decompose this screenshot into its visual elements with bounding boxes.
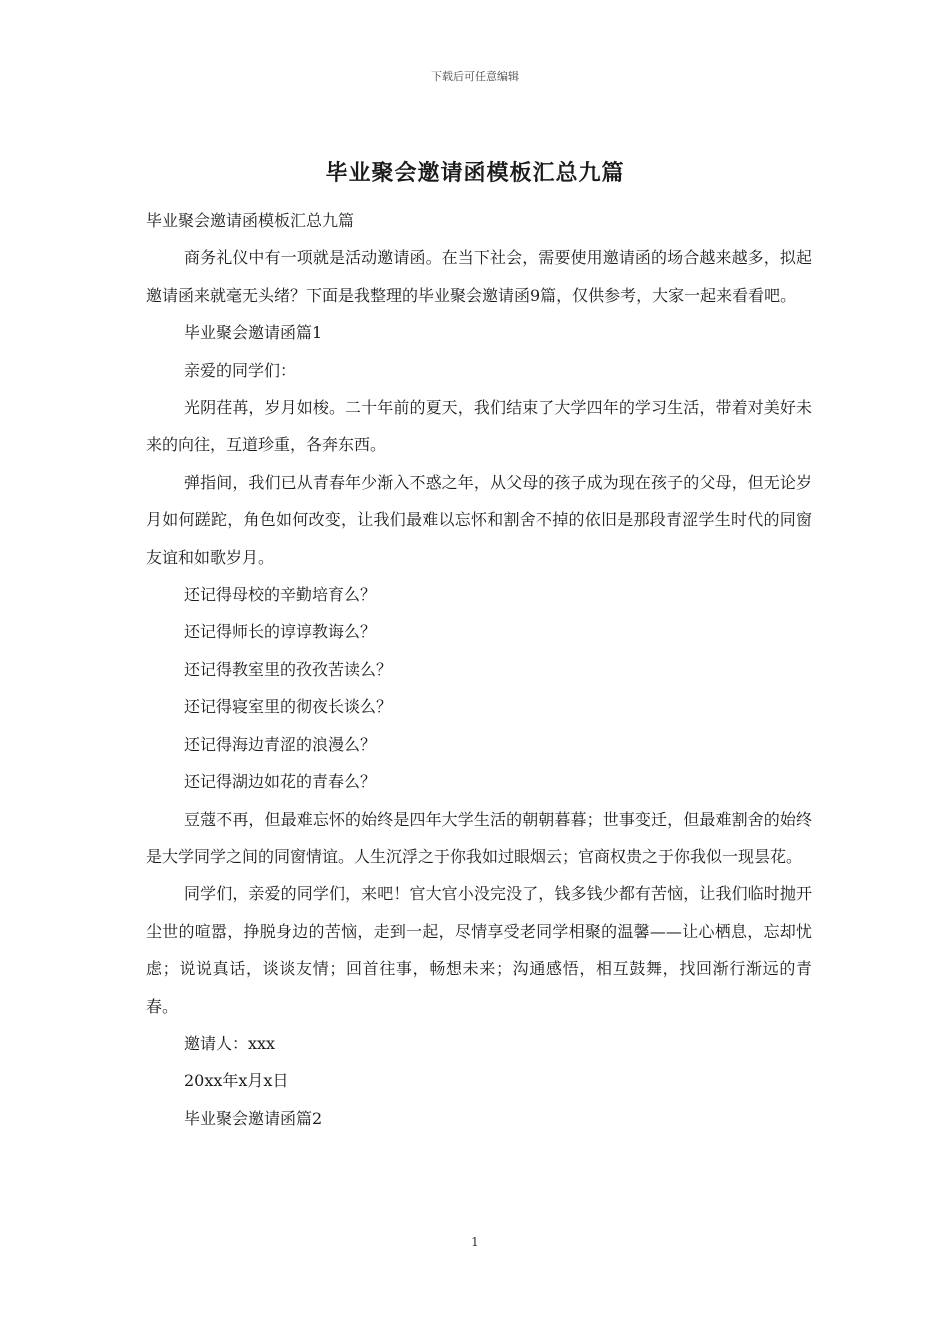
intro-paragraph: 商务礼仪中有一项就是活动邀请函。在当下社会，需要使用邀请函的场合越来越多，拟起邀请函来就毫无头绪？下面是我整理的毕业聚会邀请函9篇，仅供参考，大家一起来看看吧。	[146, 248, 812, 305]
memory-line: 还记得母校的辛勤培育么？	[184, 585, 377, 605]
body-paragraph: 弹指间，我们已从青春年少渐入不惑之年，从父母的孩子成为现在孩子的父母，但无论岁月如何蹉跎，角色如何改变，让我们最难以忘怀和割舍不掉的依旧是那段青涩学生时代的同窗友谊和如歌岁月。	[146, 472, 812, 567]
body-paragraph: 光阴荏苒，岁月如梭。二十年前的夏天，我们结束了大学四年的学习生活，带着对美好未来的向往，互道珍重，各奔东西。	[146, 398, 812, 455]
date-line: 20xx年x月x日	[184, 1071, 289, 1091]
document-title: 毕业聚会邀请函模板汇总九篇	[325, 160, 625, 186]
section-heading: 毕业聚会邀请函篇2	[184, 1108, 323, 1128]
inviter-line: 邀请人：xxx	[184, 1033, 276, 1053]
page-number: 1	[471, 1235, 479, 1249]
body-paragraph: 同学们，亲爱的同学们，来吧！官大官小没完没了，钱多钱少都有苦恼，让我们临时抛开尘世的喧嚣，挣脱身边的苦恼，走到一起，尽情享受老同学相聚的温馨——让心栖息，忘却忧虑；说说真话，谈谈友情；回首往事，畅想未来；沟通感悟，相互鼓舞，找回渐行渐远的青春。	[146, 884, 812, 1016]
memory-line: 还记得湖边如花的青春么？	[184, 772, 377, 792]
memory-line: 还记得教室里的孜孜苦读么？	[184, 659, 393, 679]
section-heading: 毕业聚会邀请函篇1	[184, 323, 323, 343]
subtitle-paragraph: 毕业聚会邀请函模板汇总九篇	[146, 211, 355, 230]
document-body	[146, 202, 812, 1137]
memory-line: 还记得寝室里的彻夜长谈么？	[184, 697, 393, 717]
memory-line: 还记得海边青涩的浪漫么？	[184, 734, 377, 754]
body-paragraph: 豆蔻不再，但最难忘怀的始终是四年大学生活的朝朝暮暮；世事变迁，但最难割舍的始终是大学同学之间的同窗情谊。人生沉浮之于你我如过眼烟云；官商权贵之于你我似一现昙花。	[146, 809, 812, 866]
page-header-note: 下载后可任意编辑	[431, 70, 519, 83]
salutation: 亲爱的同学们：	[184, 360, 297, 380]
memory-line: 还记得师长的谆谆教诲么？	[184, 622, 377, 642]
